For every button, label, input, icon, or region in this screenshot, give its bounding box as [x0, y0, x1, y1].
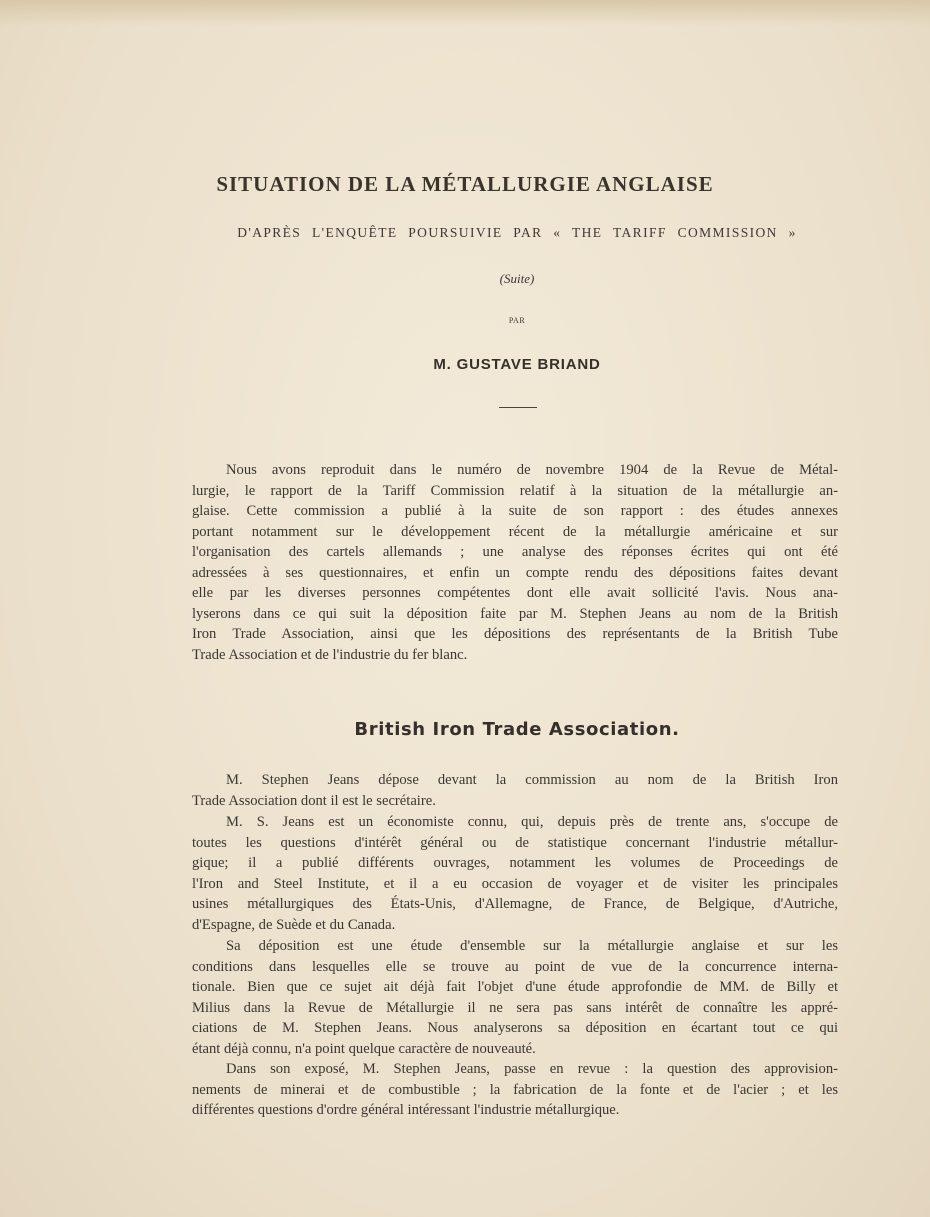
paragraph-line: l'Iron and Steel Institute, et il a eu occasion de voyager et de visiter les principales: [192, 875, 838, 892]
article-title: SITUATION DE LA MÉTALLURGIE ANGLAISE: [216, 172, 714, 196]
paragraph-line: Dans son exposé, M. Stephen Jeans, passe en revue : la question des approvision-: [226, 1061, 838, 1077]
paragraph-line: Nous avons reproduit dans le numéro de novembre 1904 de la Revue de Métal-: [226, 462, 838, 478]
title-divider: [499, 407, 537, 408]
paragraph-line: ciations de M. Stephen Jeans. Nous analyserons sa déposition en écartant tout ce qui: [192, 1020, 838, 1036]
paragraph-line: M. S. Jeans est un économiste connu, qui, depuis près de trente ans, s'occupe de: [226, 814, 838, 830]
paragraph-line: glaise. Cette commission a publié à la suite de son rapport : des études annexes: [192, 503, 838, 519]
paragraph-line: portant notamment sur le développement récent de la métallurgie américaine et sur: [192, 523, 838, 540]
paragraph-line: différentes questions d'ordre général intéressant l'industrie métallurgique.: [192, 1102, 620, 1118]
paragraph-line: adressées à ses questionnaires, et enfin un compte rendu des dépositions faites devant: [192, 564, 838, 581]
paragraph-line: lyserons dans ce qui suit la déposition faite par M. Stephen Jeans au nom de la British: [192, 605, 838, 622]
paragraph-line: Iron Trade Association, ainsi que les dépositions des représentants de la British Tube: [192, 626, 838, 642]
paragraph-line: tionale. Bien que ce sujet ait déjà fait l'objet d'une étude approfondie de MM. de Billy et: [192, 979, 838, 995]
suite-label: (Suite): [499, 271, 535, 286]
section-heading: British Iron Trade Association.: [354, 719, 680, 740]
paragraph-line: elle par les diverses personnes compétentes dont elle avait sollicité l'avis. Nous ana-: [192, 585, 838, 601]
paragraph-line: Milius dans la Revue de Métallurgie il ne sera pas sans intérêt de connaître les appré-: [192, 999, 838, 1016]
paragraph-line: conditions dans lesquelles elle se trouve au point de vue de la concurrence interna-: [192, 958, 838, 975]
paragraph-line: Trade Association dont il est le secrétaire.: [192, 792, 436, 809]
paragraph-line: usines métallurgiques des États-Unis, d'Allemagne, de France, de Belgique, d'Autriche,: [192, 896, 838, 912]
paragraph-line: gique; il a publié différents ouvrages, notamment les volumes de Proceedings de: [192, 855, 838, 871]
intro-paragraph: [192, 460, 838, 665]
body-paragraph: [192, 770, 838, 811]
author-name: M. GUSTAVE BRIAND: [433, 356, 601, 373]
paragraph-line: d'Espagne, de Suède et du Canada.: [192, 916, 396, 933]
par-label: PAR: [508, 316, 526, 325]
paragraph-line: l'organisation des cartels allemands ; une analyse des réponses écrites qui ont été: [192, 544, 838, 560]
paragraph-line: M. Stephen Jeans dépose devant la commission au nom de la British Iron: [226, 772, 838, 788]
paragraph-line: Sa déposition est une étude d'ensemble sur la métallurgie anglaise et sur les: [226, 938, 838, 954]
page-top-edge: [0, 0, 930, 26]
paragraph-line: lurgie, le rapport de la Tariff Commission relatif à la situation de la métallurgie an-: [192, 482, 838, 499]
body-paragraph: [192, 1059, 838, 1121]
paragraph-line: étant déjà connu, n'a point quelque caractère de nouveauté.: [192, 1040, 536, 1057]
article-subtitle: D'APRÈS L'ENQUÊTE POURSUIVIE PAR « THE TARIFF COMMISSION »: [237, 225, 797, 240]
body-paragraph: [192, 812, 838, 935]
paragraph-line: Trade Association et de l'industrie du fer blanc.: [192, 646, 468, 663]
paragraph-line: nements de minerai et de combustible ; la fabrication de la fonte et de l'acier ; et les: [192, 1081, 838, 1098]
body-paragraph: [192, 936, 838, 1059]
paragraph-line: toutes les questions d'intérêt général ou de statistique concernant l'industrie métallur-: [192, 834, 838, 851]
